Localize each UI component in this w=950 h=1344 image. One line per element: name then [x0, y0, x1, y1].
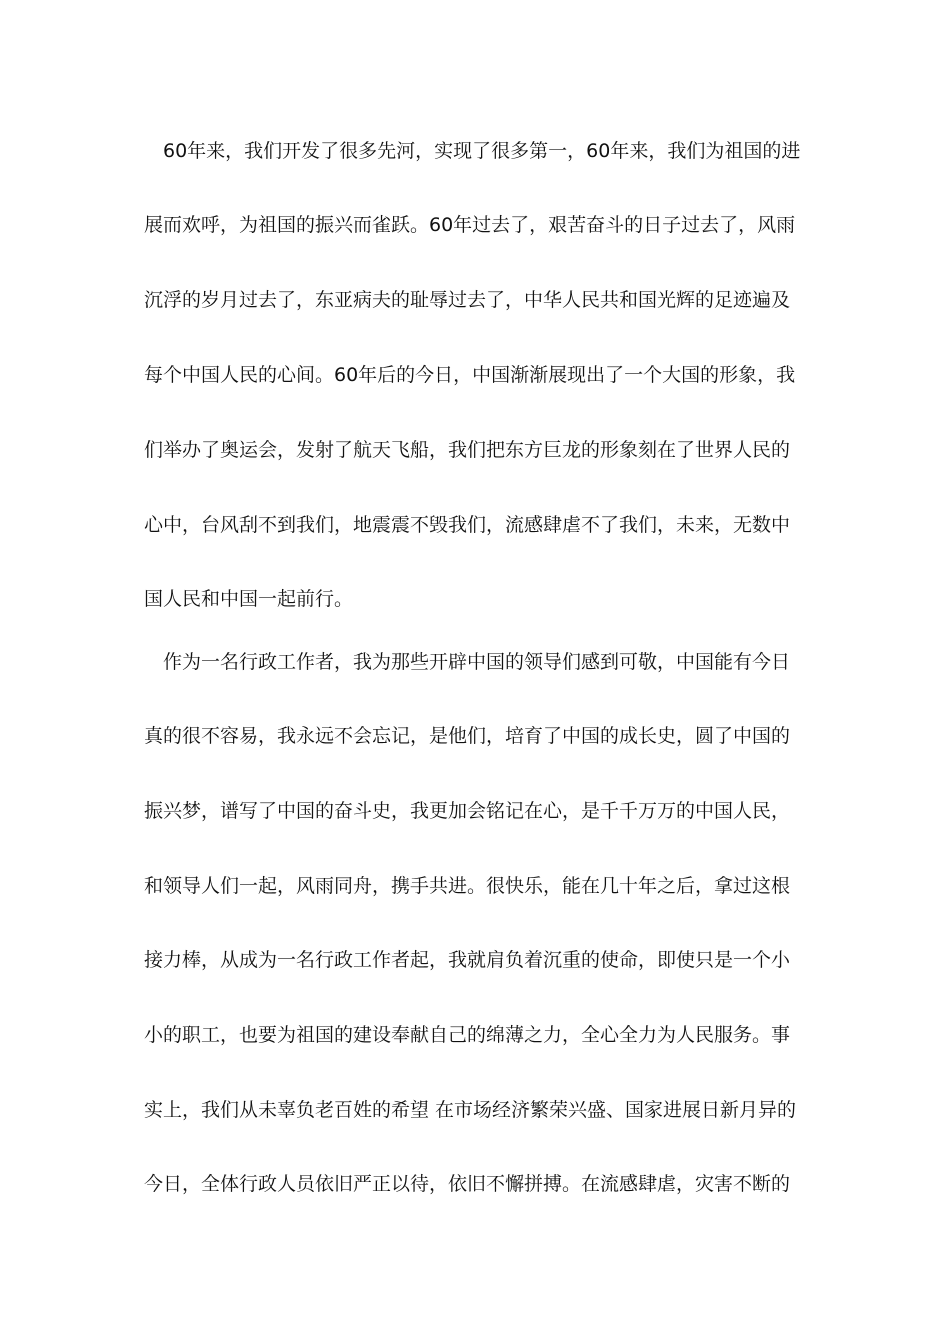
paragraph-2-line-5: 接力棒，从成为一名行政工作者起，我就肩负着沉重的使命，即使只是一个小 — [144, 949, 791, 971]
paragraph-2-line-4: 和领导人们一起，风雨同舟，携手共进。很快乐，能在几十年之后，拿过这根 — [144, 875, 791, 897]
paragraph-1-line-1: 60年来，我们开发了很多先河，实现了很多第一，60年来，我们为祖国的进 — [163, 140, 801, 162]
paragraph-1-line-6: 心中，台风刮不到我们，地震震不毁我们，流感肆虐不了我们，未来，无数中 — [144, 514, 791, 536]
paragraph-2-line-6: 小的职工，也要为祖国的建设奉献自己的绵薄之力，全心全力为人民服务。事 — [144, 1024, 791, 1046]
paragraph-2-line-8: 今日，全体行政人员依旧严正以待，依旧不懈拼搏。在流感肆虐，灾害不断的 — [144, 1173, 791, 1195]
paragraph-2-line-2: 真的很不容易，我永远不会忘记，是他们，培育了中国的成长史，圆了中国的 — [144, 725, 791, 747]
paragraph-2-line-1: 作为一名行政工作者，我为那些开辟中国的领导们感到可敬，中国能有今日 — [163, 651, 791, 673]
paragraph-1-line-5: 们举办了奥运会，发射了航天飞船，我们把东方巨龙的形象刻在了世界人民的 — [144, 439, 791, 461]
paragraph-1-line-7: 国人民和中国一起前行。 — [144, 588, 354, 610]
paragraph-1-line-4: 每个中国人民的心间。60年后的今日，中国渐渐展现出了一个大国的形象，我 — [144, 364, 796, 386]
paragraph-1-line-2: 展而欢呼，为祖国的振兴而雀跃。60年过去了，艰苦奋斗的日子过去了，风雨 — [144, 214, 796, 236]
paragraph-2-line-7: 实上，我们从未辜负老百姓的希望 在市场经济繁荣兴盛、国家进展日新月异的 — [144, 1099, 797, 1121]
paragraph-2-line-3: 振兴梦，谱写了中国的奋斗史，我更加会铭记在心，是千千万万的中国人民， — [144, 800, 791, 822]
paragraph-1-line-3: 沉浮的岁月过去了，东亚病夫的耻辱过去了，中华人民共和国光辉的足迹遍及 — [144, 289, 791, 311]
